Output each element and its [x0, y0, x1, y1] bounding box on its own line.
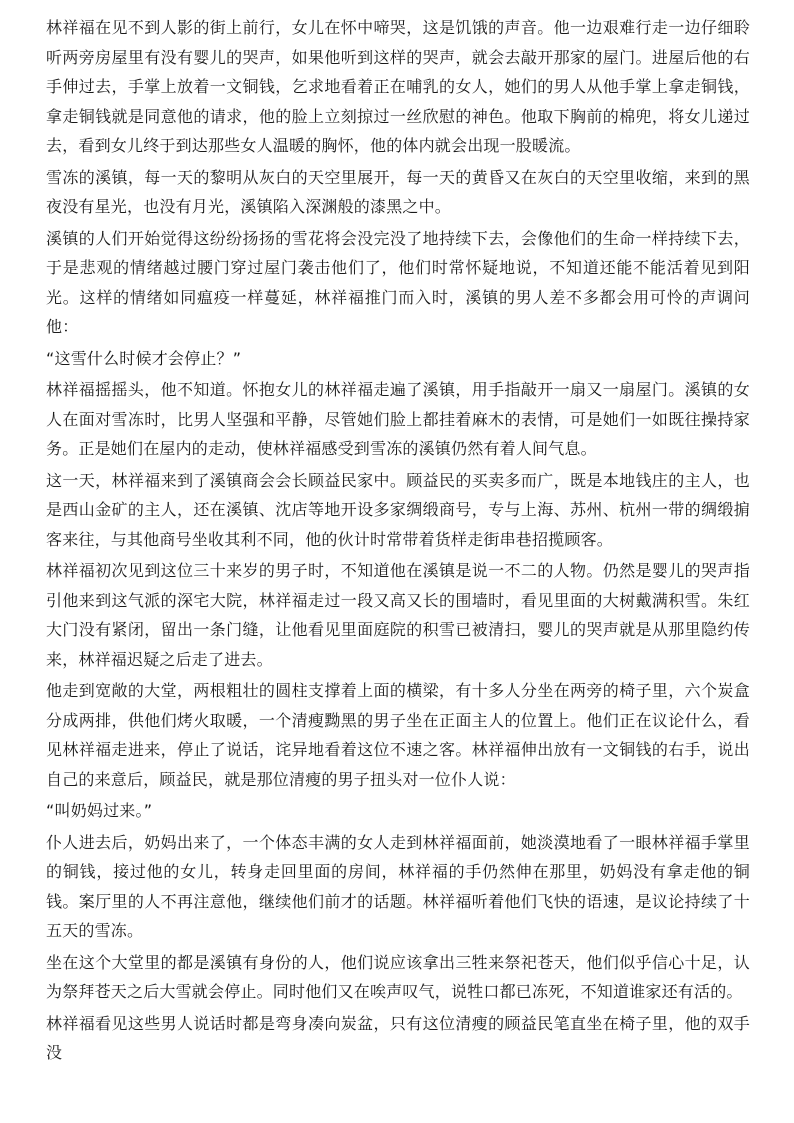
quote-1: “这雪什么时候才会停止？” — [46, 348, 242, 368]
paragraph-2: 雪冻的溪镇，每一天的黎明从灰白的天空里展开，每一天的黄昏又在灰白的天空里收缩，来到的黑夜没有星光，也没有月光，溪镇陷入深渊般的漆黑之中。 — [46, 167, 750, 216]
paragraph-10: 林祥福看见这些男人说话时都是弯身凑向炭盆，只有这位清瘦的顾益民笔直坐在椅子里，他的双手没 — [46, 1013, 750, 1062]
document-body — [46, 13, 750, 1070]
paragraph-5: 这一天，林祥福来到了溪镇商会会长顾益民家中。顾益民的买卖多而广，既是本地钱庄的主人，也是西山金矿的主人，还在溪镇、沈店等地开设多家绸缎商号，专与上海、苏州、杭州一带的绸缎掮客来往，与其他商号坐收其利不同，他的伙计时常带着货样走街串巷招揽顾客。 — [46, 470, 750, 549]
paragraph-9: 坐在这个大堂里的都是溪镇有身份的人，他们说应该拿出三牲来祭祀苍天，他们似乎信心十足，认为祭拜苍天之后大雪就会停止。同时他们又在唉声叹气，说牲口都已冻死，不知道谁家还有活的。 — [46, 952, 750, 1001]
paragraph-3: 溪镇的人们开始觉得这纷纷扬扬的雪花将会没完没了地持续下去，会像他们的生命一样持续下去，于是悲观的情绪越过腰门穿过屋门袭击他们了，他们时常怀疑地说，不知道还能不能活着见到阳光。这样的情绪如同瘟疫一样蔓延，林祥福推门而入时，溪镇的男人差不多都会用可怜的声调问他： — [46, 228, 750, 336]
paragraph-8: 仆人进去后，奶妈出来了，一个体态丰满的女人走到林祥福面前，她淡漠地看了一眼林祥福手掌里的铜钱，接过他的女儿，转身走回里面的房间，林祥福的手仍然伸在那里，奶妈没有拿走他的铜钱。案厅里的人不再注意他，继续他们前才的话题。林祥福听着他们飞快的语速，是议论持续了十五天的雪冻。 — [46, 832, 750, 940]
paragraph-6: 林祥福初次见到这位三十来岁的男子时，不知道他在溪镇是说一不二的人物。仍然是婴儿的哭声指引他来到这气派的深宅大院，林祥福走过一段又高又长的围墙时，看见里面的大树戴满积雪。朱红大门没有紧闭，留出一条门缝，让他看见里面庭院的积雪已被清扫，婴儿的哭声就是从那里隐约传来，林祥福迟疑之后走了进去。 — [46, 561, 750, 669]
paragraph-7: 他走到宽敞的大堂，两根粗壮的圆柱支撑着上面的横梁，有十多人分坐在两旁的椅子里，六个炭盒分成两排，供他们烤火取暖，一个清瘦黝黑的男子坐在正面主人的位置上。他们正在议论什么，看见林祥福走进来，停止了说话，诧异地看着这位不速之客。林祥福伸出放有一文铜钱的右手，说出自己的来意后，顾益民，就是那位清瘦的男子扭头对一位仆人说： — [46, 681, 750, 789]
paragraph-4: 林祥福摇摇头，他不知道。怀抱女儿的林祥福走遍了溪镇，用手指敲开一扇又一扇屋门。溪镇的女人在面对雪冻时，比男人坚强和平静，尽管她们脸上都挂着麻木的表情，可是她们一如既往操持家务。正是她们在屋内的走动，使林祥福感受到雪冻的溪镇仍然有着人间气息。 — [46, 380, 750, 458]
paragraph-1: 林祥福在见不到人影的街上前行，女儿在怀中啼哭，这是饥饿的声音。他一边艰难行走一边仔细聆听两旁房屋里有没有婴儿的哭声，如果他听到这样的哭声，就会去敲开那家的屋门。进屋后他的右手伸过去，手掌上放着一文铜钱，乞求地看着正在哺乳的女人，她们的男人从他手掌上拿走铜钱，拿走铜钱就是同意他的请求，他的脸上立刻掠过一丝欣慰的神色。他取下胸前的棉兜，将女儿递过去，看到女儿终于到达那些女人温暖的胸怀，他的体内就会出现一股暖流。 — [46, 18, 750, 155]
quote-2: “叫奶妈过来。” — [46, 801, 153, 820]
